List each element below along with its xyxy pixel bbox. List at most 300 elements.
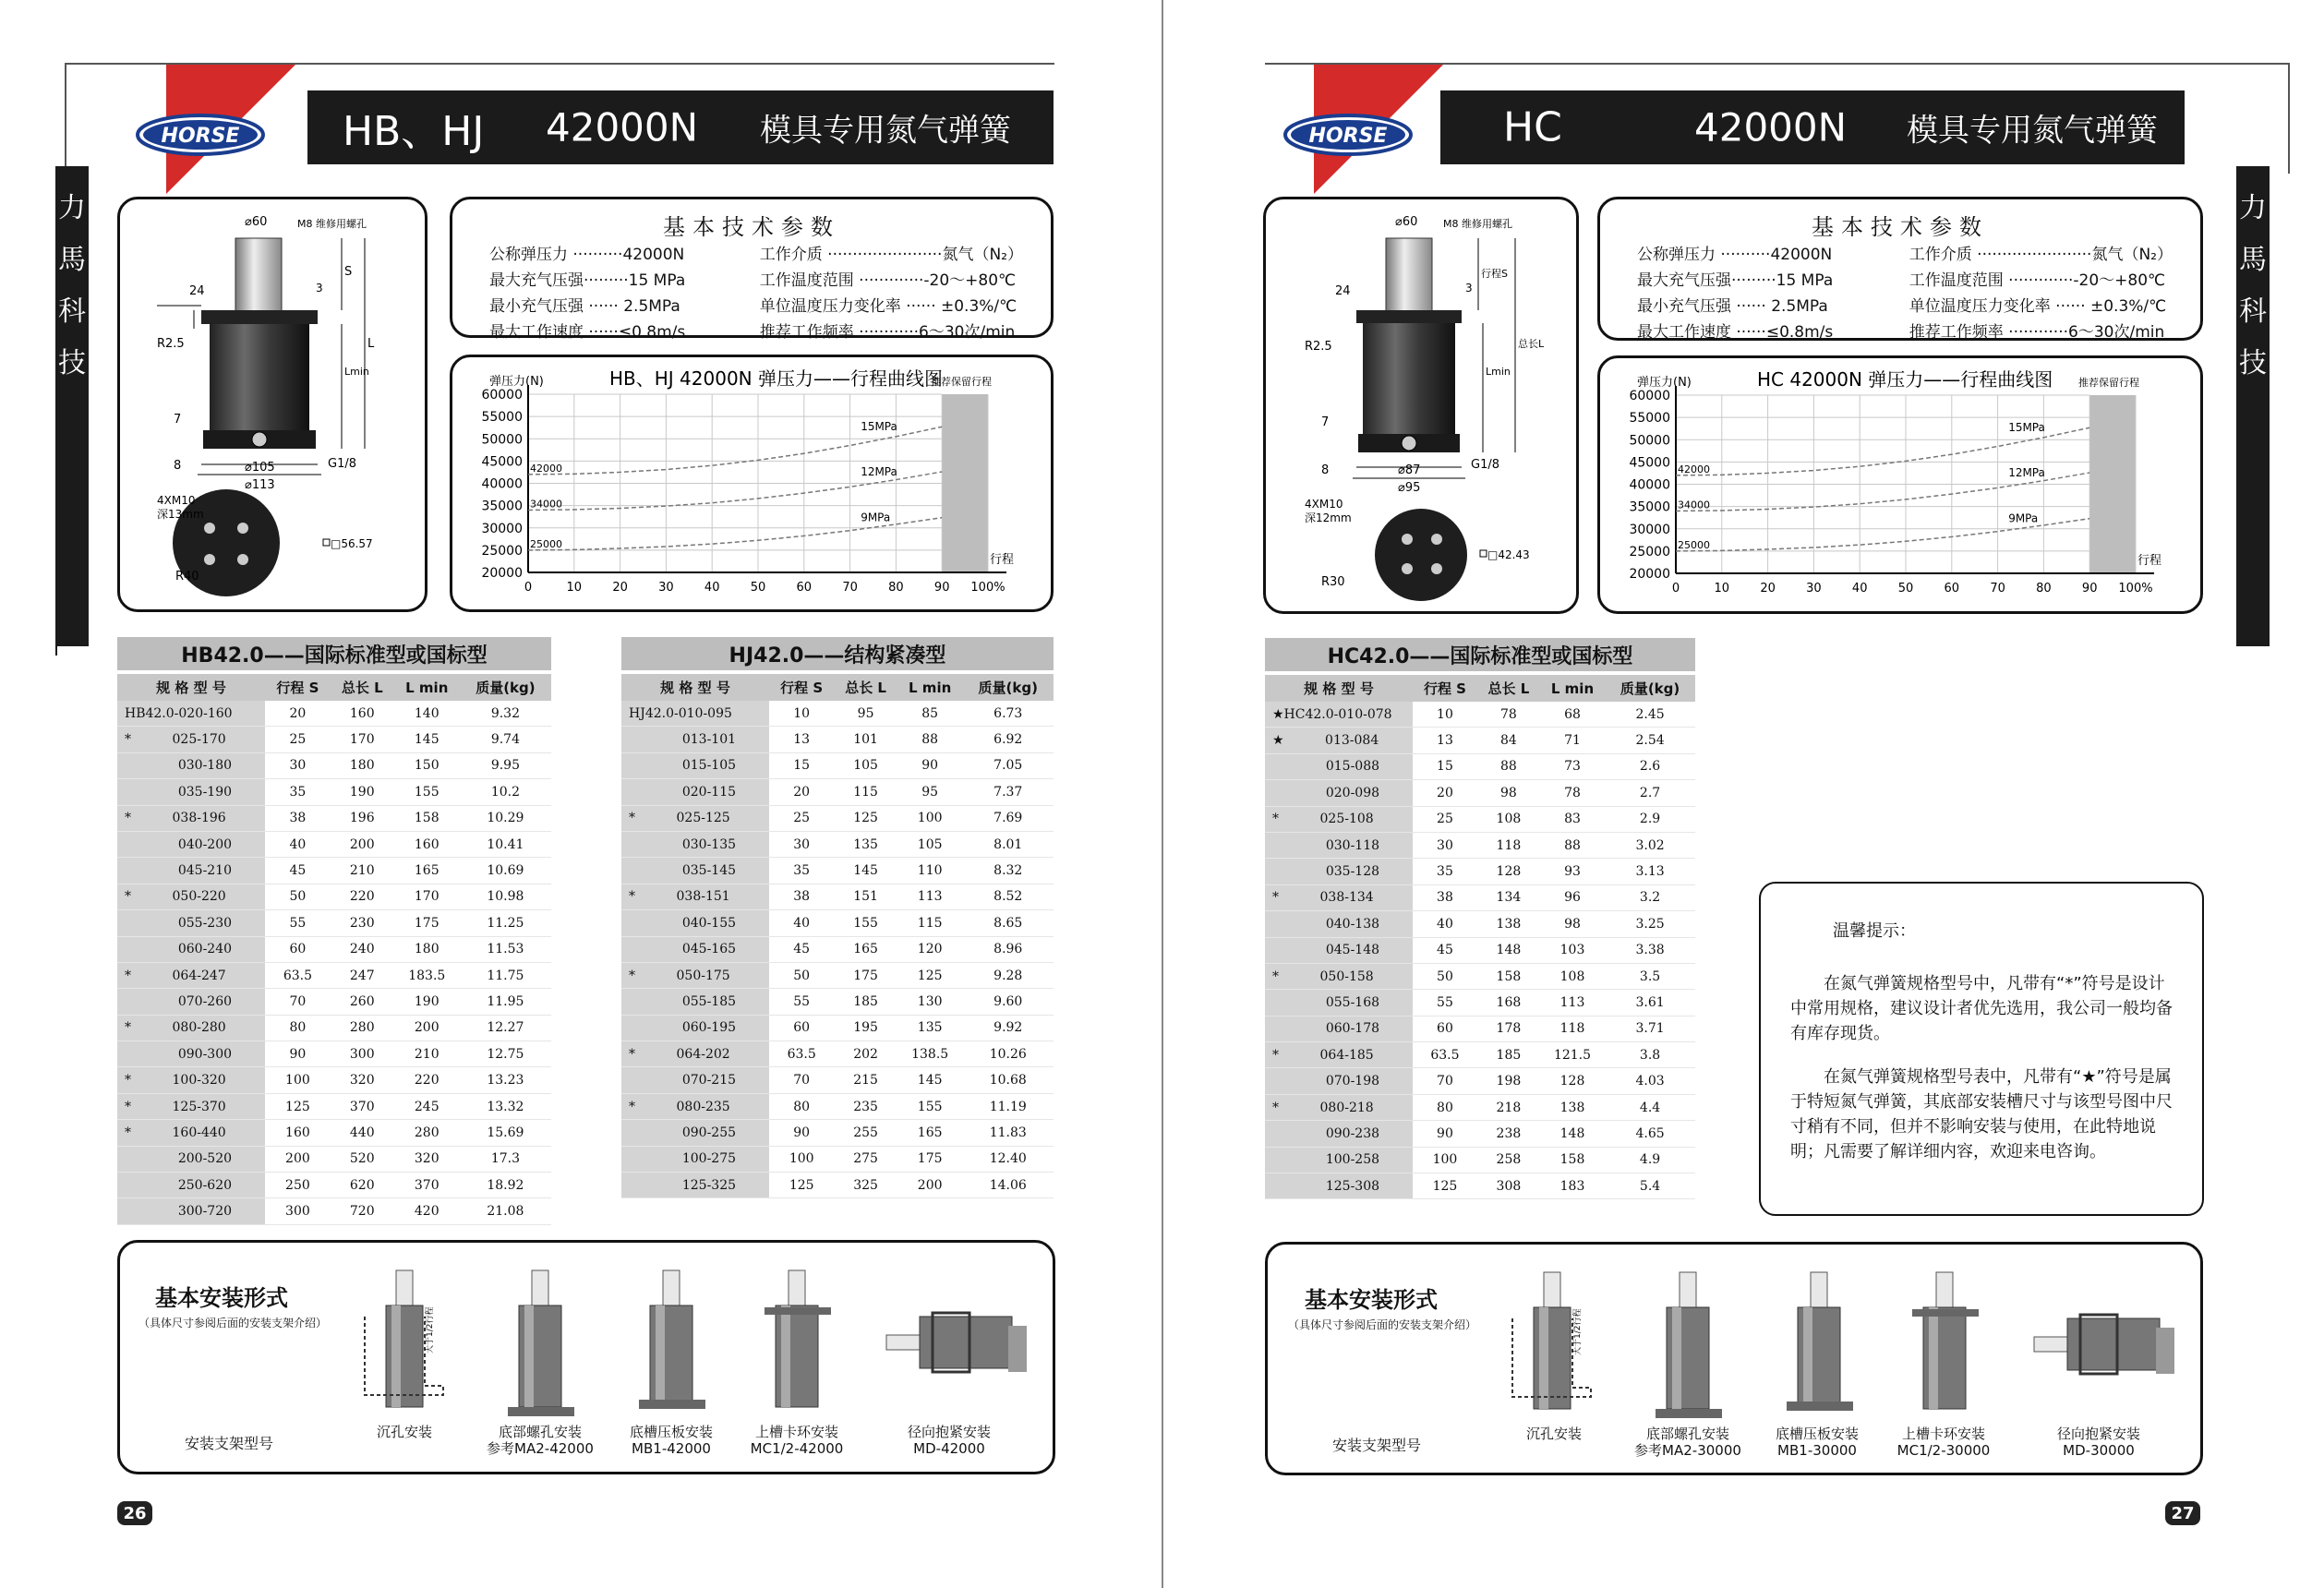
left-chart-box bbox=[450, 355, 1054, 612]
page-number: 26 bbox=[117, 1501, 152, 1525]
value-cell: 115 bbox=[897, 910, 963, 936]
right-side-tab bbox=[2236, 166, 2270, 646]
install-bracket-label: 安装支架型号 bbox=[1332, 1437, 1422, 1454]
value-cell: 15.69 bbox=[460, 1120, 551, 1146]
value-cell: 165 bbox=[394, 858, 460, 884]
value-cell: 2.9 bbox=[1605, 806, 1695, 832]
value-cell: 50 bbox=[1413, 963, 1477, 989]
svg-text:G1/8: G1/8 bbox=[328, 457, 356, 471]
value-cell: 3.02 bbox=[1605, 832, 1695, 858]
table-row bbox=[1265, 937, 1695, 963]
svg-text:R2.5: R2.5 bbox=[1305, 340, 1332, 354]
value-cell: 158 bbox=[1477, 963, 1540, 989]
value-cell: 45 bbox=[265, 858, 331, 884]
y-tick-label: 20000 bbox=[1629, 567, 1670, 582]
value-cell: 125 bbox=[897, 962, 963, 988]
value-cell: 134 bbox=[1477, 884, 1540, 910]
side-tab-char: 科 bbox=[2239, 295, 2267, 328]
hj-table-title: HJ42.0——结构紧凑型 bbox=[621, 637, 1054, 670]
value-cell: 138 bbox=[1540, 1094, 1605, 1120]
value-cell: 80 bbox=[769, 1093, 834, 1119]
tips-paragraph: 在氮气弹簧规格型号表中，凡带有“★”符号是属于特短氮气弹簧，其底部安装槽尺寸与该型号图中尺寸稍有不同，但并不影响安装与使用，在此特地说明；凡需要了解详细内容，欢迎来电咨询。 bbox=[1790, 1067, 2173, 1161]
value-cell: 220 bbox=[331, 884, 394, 909]
bottom-slot-spring-icon bbox=[1787, 1272, 1853, 1411]
hj-spec-table bbox=[621, 674, 1054, 1198]
value-cell: 90 bbox=[1413, 1121, 1477, 1147]
table-row bbox=[621, 1146, 1054, 1172]
x-tick-label: 0 bbox=[1671, 582, 1680, 596]
left-title-bar bbox=[307, 90, 1054, 164]
value-cell: 158 bbox=[394, 805, 460, 831]
model-cell: 090-300 bbox=[117, 1041, 265, 1067]
value-cell: 2.54 bbox=[1605, 728, 1695, 753]
side-tab-char: 力 bbox=[58, 192, 86, 224]
value-cell: 245 bbox=[394, 1093, 460, 1119]
table-row bbox=[1265, 1121, 1695, 1147]
svg-text:4XM10: 4XM10 bbox=[157, 494, 196, 507]
install-top-groove-label: 上槽卡环安装 MC1/2-42000 bbox=[750, 1424, 844, 1457]
table-row bbox=[1265, 832, 1695, 858]
value-cell: 200 bbox=[265, 1146, 331, 1172]
model-cell: 020-098 bbox=[1265, 780, 1413, 806]
countersink-dimension-text: 大于1/2行程 bbox=[426, 1306, 435, 1353]
value-cell: 11.95 bbox=[460, 989, 551, 1015]
svg-text:Lmin: Lmin bbox=[1486, 366, 1511, 378]
table-row bbox=[621, 1173, 1054, 1198]
radial-clamp-spring-icon bbox=[2034, 1315, 2174, 1374]
value-cell: 15 bbox=[1413, 753, 1477, 779]
model-cell: * 160-440 bbox=[117, 1120, 265, 1146]
model-cell: 055-185 bbox=[621, 989, 769, 1015]
value-cell: 120 bbox=[897, 936, 963, 962]
model-cell: * 064-185 bbox=[1265, 1042, 1413, 1068]
value-cell: 320 bbox=[394, 1146, 460, 1172]
top-groove-spring-icon bbox=[765, 1270, 831, 1407]
value-cell: 115 bbox=[834, 779, 897, 805]
x-tick-label: 20 bbox=[612, 581, 628, 595]
svg-text:深13mm: 深13mm bbox=[157, 508, 204, 521]
side-tab-char: 馬 bbox=[2239, 244, 2267, 276]
param-item: 单位温度压力变化率 ······ ±0.3%/℃ bbox=[759, 297, 1018, 316]
param-item: 最大工作速度 ······≤0.8m/s bbox=[1637, 323, 1834, 342]
table-row bbox=[621, 1120, 1054, 1146]
table-row bbox=[621, 962, 1054, 988]
value-cell: 151 bbox=[834, 884, 897, 909]
svg-text:总长L: 总长L bbox=[1518, 338, 1545, 350]
model-cell: 125-325 bbox=[621, 1173, 769, 1198]
center-fold-line bbox=[1162, 0, 1163, 1588]
model-cell: * 064-202 bbox=[621, 1041, 769, 1067]
value-cell: 20 bbox=[265, 701, 331, 727]
value-cell: 320 bbox=[331, 1067, 394, 1093]
value-cell: 20 bbox=[769, 779, 834, 805]
param-item: 推荐工作频率 ············6～30次/min bbox=[759, 323, 1016, 342]
col-header: 规 格 型 号 bbox=[621, 674, 769, 701]
table-row bbox=[621, 831, 1054, 857]
left-side-tab bbox=[55, 166, 89, 646]
param-item: 最小充气压强 ······ 2.5MPa bbox=[489, 297, 680, 316]
value-cell: 180 bbox=[331, 752, 394, 778]
value-cell: 10.41 bbox=[460, 831, 551, 857]
left-force-stroke-chart bbox=[452, 357, 1051, 609]
right-parameters-box bbox=[1597, 197, 2203, 341]
model-cell: 125-308 bbox=[1265, 1173, 1413, 1199]
nominal-force: 42000N bbox=[546, 104, 699, 150]
x-tick-label: 90 bbox=[2081, 582, 2098, 596]
value-cell: 103 bbox=[1540, 937, 1605, 963]
value-cell: 165 bbox=[834, 936, 897, 962]
value-cell: 11.25 bbox=[460, 910, 551, 936]
col-header: 总长 L bbox=[331, 674, 394, 701]
value-cell: 60 bbox=[1413, 1016, 1477, 1041]
svg-text:8: 8 bbox=[1321, 463, 1330, 477]
table-row bbox=[117, 701, 551, 727]
value-cell: 3.8 bbox=[1605, 1042, 1695, 1068]
value-cell: 14.06 bbox=[962, 1173, 1054, 1198]
series-start-label: 25000 bbox=[1678, 538, 1710, 551]
countersink-spring-icon bbox=[365, 1270, 443, 1407]
table-row bbox=[1265, 1068, 1695, 1094]
value-cell: 8.96 bbox=[962, 936, 1054, 962]
value-cell: 63.5 bbox=[769, 1041, 834, 1067]
table-row bbox=[621, 701, 1054, 727]
param-item: 最大充气压强·········15 MPa bbox=[489, 271, 686, 290]
value-cell: 10 bbox=[1413, 702, 1477, 728]
value-cell: 195 bbox=[834, 1015, 897, 1041]
install-countersink-label: 沉孔安装 bbox=[376, 1424, 433, 1440]
y-tick-label: 55000 bbox=[481, 410, 523, 426]
col-header: 总长 L bbox=[834, 674, 897, 701]
table-row bbox=[1265, 702, 1695, 728]
model-cell: 200-520 bbox=[117, 1146, 265, 1172]
table-row bbox=[117, 989, 551, 1015]
value-cell: 55 bbox=[1413, 990, 1477, 1016]
series-name-label: 9MPa bbox=[2008, 511, 2039, 525]
value-cell: 10 bbox=[769, 701, 834, 727]
table-row bbox=[621, 805, 1054, 831]
table-row bbox=[1265, 1094, 1695, 1120]
value-cell: 13 bbox=[1413, 728, 1477, 753]
value-cell: 200 bbox=[331, 831, 394, 857]
band-label: 推荐保留行程 bbox=[931, 376, 992, 388]
value-cell: 185 bbox=[834, 989, 897, 1015]
x-tick-label: 80 bbox=[888, 581, 904, 595]
x-tick-label: 100% bbox=[970, 581, 1005, 595]
svg-text:24: 24 bbox=[189, 284, 205, 298]
value-cell: 178 bbox=[1477, 1016, 1540, 1041]
x-tick-label: 40 bbox=[704, 581, 720, 595]
model-cell: 070-198 bbox=[1265, 1068, 1413, 1094]
tips-title: 温馨提示： bbox=[1833, 921, 1916, 941]
y-tick-label: 60000 bbox=[1629, 389, 1670, 403]
series-name-label: 12MPa bbox=[861, 464, 897, 478]
param-item: 工作介质 ·······················氮气（N₂） bbox=[759, 246, 1023, 264]
svg-text:M8 维修用螺孔: M8 维修用螺孔 bbox=[297, 218, 367, 230]
value-cell: 18.92 bbox=[460, 1173, 551, 1198]
hc-spec-table bbox=[1265, 675, 1695, 1199]
install-subtitle: （具体尺寸参阅后面的安装支架介绍） bbox=[138, 1317, 328, 1329]
model-cell: 045-165 bbox=[621, 936, 769, 962]
model-cell: 035-190 bbox=[117, 779, 265, 805]
value-cell: 10.98 bbox=[460, 884, 551, 909]
col-header: 总长 L bbox=[1477, 675, 1540, 702]
col-header: 规 格 型 号 bbox=[1265, 675, 1413, 702]
value-cell: 155 bbox=[834, 910, 897, 936]
table-row bbox=[1265, 859, 1695, 884]
table-row bbox=[1265, 884, 1695, 910]
table-row bbox=[117, 779, 551, 805]
svg-text:R40: R40 bbox=[175, 570, 199, 583]
table-row bbox=[621, 1015, 1054, 1041]
value-cell: 620 bbox=[331, 1173, 394, 1198]
countersink-dimension-text: 大于1/2行程 bbox=[1573, 1308, 1583, 1355]
table-row bbox=[117, 1146, 551, 1172]
side-tab-char: 科 bbox=[58, 295, 86, 328]
y-tick-label: 25000 bbox=[1629, 544, 1670, 559]
table-row bbox=[117, 884, 551, 909]
install-bottom-thread-label: 底部螺孔安装 参考MA2-42000 bbox=[487, 1424, 594, 1457]
x-tick-label: 30 bbox=[658, 581, 674, 595]
value-cell: 300 bbox=[265, 1198, 331, 1224]
value-cell: 168 bbox=[1477, 990, 1540, 1016]
model-cell: 060-195 bbox=[621, 1015, 769, 1041]
value-cell: 140 bbox=[394, 701, 460, 727]
x-tick-label: 30 bbox=[1806, 582, 1822, 596]
model-cell: 250-620 bbox=[117, 1173, 265, 1198]
model-cell: * 100-320 bbox=[117, 1067, 265, 1093]
value-cell: 2.7 bbox=[1605, 780, 1695, 806]
x-tick-label: 80 bbox=[2036, 582, 2052, 596]
y-tick-label: 20000 bbox=[481, 566, 523, 581]
value-cell: 12.75 bbox=[460, 1041, 551, 1067]
value-cell: 100 bbox=[769, 1146, 834, 1172]
left-parameters-box bbox=[450, 197, 1054, 342]
svg-text:Lmin: Lmin bbox=[344, 366, 369, 378]
model-cell: 040-200 bbox=[117, 831, 265, 857]
y-axis-label: 弹压力(N) bbox=[1637, 376, 1692, 390]
svg-text:⌀113: ⌀113 bbox=[245, 478, 275, 492]
value-cell: 70 bbox=[1413, 1068, 1477, 1094]
value-cell: 280 bbox=[331, 1015, 394, 1041]
value-cell: 60 bbox=[265, 936, 331, 962]
col-header: 行程 S bbox=[1413, 675, 1477, 702]
col-header: L min bbox=[897, 674, 963, 701]
value-cell: 95 bbox=[897, 779, 963, 805]
x-tick-label: 70 bbox=[1990, 582, 2005, 596]
svg-text:7: 7 bbox=[174, 413, 182, 427]
value-cell: 105 bbox=[897, 831, 963, 857]
value-cell: 11.53 bbox=[460, 936, 551, 962]
value-cell: 88 bbox=[897, 727, 963, 752]
value-cell: 125 bbox=[265, 1093, 331, 1119]
value-cell: 5.4 bbox=[1605, 1173, 1695, 1199]
value-cell: 175 bbox=[834, 962, 897, 988]
col-header: 规 格 型 号 bbox=[117, 674, 265, 701]
model-cell: 040-138 bbox=[1265, 911, 1413, 937]
x-tick-label: 70 bbox=[842, 581, 858, 595]
col-header: 质量(kg) bbox=[962, 674, 1054, 701]
svg-text:7: 7 bbox=[1321, 415, 1330, 429]
model-cell: HB42.0-020-160 bbox=[117, 701, 265, 727]
tips-box bbox=[1759, 882, 2204, 1216]
svg-text:⌀60: ⌀60 bbox=[1395, 215, 1418, 229]
y-tick-label: 45000 bbox=[481, 454, 523, 470]
product-model: HC bbox=[1503, 103, 1562, 151]
value-cell: 325 bbox=[834, 1173, 897, 1198]
value-cell: 218 bbox=[1477, 1094, 1540, 1120]
param-item: 公称弹压力 ··········42000N bbox=[1637, 246, 1833, 264]
right-force-stroke-chart bbox=[1600, 358, 2200, 611]
value-cell: 250 bbox=[265, 1173, 331, 1198]
value-cell: 308 bbox=[1477, 1173, 1540, 1199]
bottom-thread-spring-icon bbox=[1656, 1272, 1722, 1418]
value-cell: 100 bbox=[897, 805, 963, 831]
model-cell: * 038-196 bbox=[117, 805, 265, 831]
svg-text:3: 3 bbox=[316, 282, 323, 295]
value-cell: 155 bbox=[897, 1093, 963, 1119]
value-cell: 6.73 bbox=[962, 701, 1054, 727]
value-cell: 25 bbox=[769, 805, 834, 831]
table-row bbox=[117, 805, 551, 831]
parameters-title: 基本技术参数 bbox=[1812, 214, 1989, 240]
value-cell: 90 bbox=[769, 1120, 834, 1146]
value-cell: 88 bbox=[1477, 753, 1540, 779]
y-tick-label: 25000 bbox=[481, 543, 523, 559]
value-cell: 93 bbox=[1540, 859, 1605, 884]
table-row bbox=[117, 1093, 551, 1119]
table-row bbox=[1265, 753, 1695, 779]
value-cell: 10.2 bbox=[460, 779, 551, 805]
table-row bbox=[621, 752, 1054, 778]
value-cell: 96 bbox=[1540, 884, 1605, 910]
x-axis-label: 行程 bbox=[2137, 554, 2162, 568]
value-cell: 258 bbox=[1477, 1147, 1540, 1173]
value-cell: 165 bbox=[897, 1120, 963, 1146]
value-cell: 38 bbox=[265, 805, 331, 831]
value-cell: 9.32 bbox=[460, 701, 551, 727]
install-countersink-label: 沉孔安装 bbox=[1525, 1426, 1583, 1442]
x-tick-label: 90 bbox=[933, 581, 950, 595]
value-cell: 300 bbox=[331, 1041, 394, 1067]
param-item: 最小充气压强 ······ 2.5MPa bbox=[1637, 297, 1828, 316]
value-cell: 40 bbox=[769, 910, 834, 936]
value-cell: 275 bbox=[834, 1146, 897, 1172]
model-cell: 020-115 bbox=[621, 779, 769, 805]
table-row bbox=[1265, 990, 1695, 1016]
series-start-label: 25000 bbox=[530, 537, 562, 550]
value-cell: 73 bbox=[1540, 753, 1605, 779]
value-cell: 113 bbox=[897, 884, 963, 909]
table-row bbox=[117, 831, 551, 857]
value-cell: 13 bbox=[769, 727, 834, 752]
value-cell: 440 bbox=[331, 1120, 394, 1146]
value-cell: 12.27 bbox=[460, 1015, 551, 1041]
value-cell: 520 bbox=[331, 1146, 394, 1172]
install-illustrations bbox=[1268, 1245, 2200, 1429]
value-cell: 175 bbox=[394, 910, 460, 936]
value-cell: 55 bbox=[265, 910, 331, 936]
value-cell: 198 bbox=[1477, 1068, 1540, 1094]
reserved-stroke-band bbox=[2089, 395, 2136, 573]
param-item: 推荐工作频率 ············6～30次/min bbox=[1909, 323, 2165, 342]
value-cell: 202 bbox=[834, 1041, 897, 1067]
value-cell: 45 bbox=[769, 936, 834, 962]
x-tick-label: 10 bbox=[566, 581, 583, 595]
table-row bbox=[1265, 963, 1695, 989]
value-cell: 150 bbox=[394, 752, 460, 778]
value-cell: 130 bbox=[897, 989, 963, 1015]
value-cell: 220 bbox=[394, 1067, 460, 1093]
value-cell: 84 bbox=[1477, 728, 1540, 753]
model-cell: * 080-235 bbox=[621, 1093, 769, 1119]
param-item: 公称弹压力 ··········42000N bbox=[489, 246, 685, 264]
value-cell: 30 bbox=[769, 831, 834, 857]
chart-title: HB、HJ 42000N 弹压力——行程曲线图 bbox=[609, 367, 943, 390]
series-start-label: 42000 bbox=[530, 462, 562, 475]
left-dimension-drawing bbox=[117, 197, 427, 612]
table-row bbox=[117, 936, 551, 962]
right-chart-box bbox=[1597, 355, 2203, 614]
value-cell: 13.23 bbox=[460, 1067, 551, 1093]
svg-text:深12mm: 深12mm bbox=[1305, 511, 1352, 524]
value-cell: 4.65 bbox=[1605, 1121, 1695, 1147]
value-cell: 155 bbox=[394, 779, 460, 805]
value-cell: 175 bbox=[897, 1146, 963, 1172]
value-cell: 190 bbox=[394, 989, 460, 1015]
col-header: L min bbox=[394, 674, 460, 701]
install-radial-clamp-label: 径向抱紧安装 MD-42000 bbox=[907, 1424, 992, 1457]
x-tick-label: 60 bbox=[796, 581, 813, 595]
value-cell: 190 bbox=[331, 779, 394, 805]
parameters-title: 基本技术参数 bbox=[663, 214, 840, 240]
model-cell: 030-135 bbox=[621, 831, 769, 857]
y-tick-label: 60000 bbox=[481, 388, 523, 403]
model-cell: * 080-218 bbox=[1265, 1094, 1413, 1120]
value-cell: 135 bbox=[897, 1015, 963, 1041]
model-cell: * 025-108 bbox=[1265, 806, 1413, 832]
value-cell: 100 bbox=[265, 1067, 331, 1093]
model-cell: 013-101 bbox=[621, 727, 769, 752]
countersink-spring-icon bbox=[1512, 1272, 1591, 1409]
y-tick-label: 50000 bbox=[1629, 433, 1670, 449]
series-start-label: 34000 bbox=[1678, 499, 1710, 511]
table-row bbox=[117, 962, 551, 988]
value-cell: 35 bbox=[1413, 859, 1477, 884]
y-tick-label: 35000 bbox=[481, 499, 523, 514]
model-cell: 055-168 bbox=[1265, 990, 1413, 1016]
value-cell: 238 bbox=[1477, 1121, 1540, 1147]
value-cell: 118 bbox=[1540, 1016, 1605, 1041]
table-row bbox=[117, 910, 551, 936]
table-row bbox=[621, 779, 1054, 805]
svg-text:HORSE: HORSE bbox=[161, 125, 240, 148]
value-cell: 720 bbox=[331, 1198, 394, 1224]
value-cell: 183 bbox=[1540, 1173, 1605, 1199]
horse-logo bbox=[1263, 65, 1443, 194]
svg-text:S: S bbox=[344, 265, 353, 279]
value-cell: 11.75 bbox=[460, 962, 551, 988]
table-row bbox=[117, 1173, 551, 1198]
install-illustrations bbox=[120, 1243, 1053, 1427]
col-header: 行程 S bbox=[769, 674, 834, 701]
table-row bbox=[621, 858, 1054, 884]
table-row bbox=[621, 1041, 1054, 1067]
model-cell: 045-148 bbox=[1265, 937, 1413, 963]
model-cell: * 064-247 bbox=[117, 962, 265, 988]
right-install-box bbox=[1265, 1242, 2203, 1475]
model-cell: 070-260 bbox=[117, 989, 265, 1015]
value-cell: 200 bbox=[394, 1015, 460, 1041]
